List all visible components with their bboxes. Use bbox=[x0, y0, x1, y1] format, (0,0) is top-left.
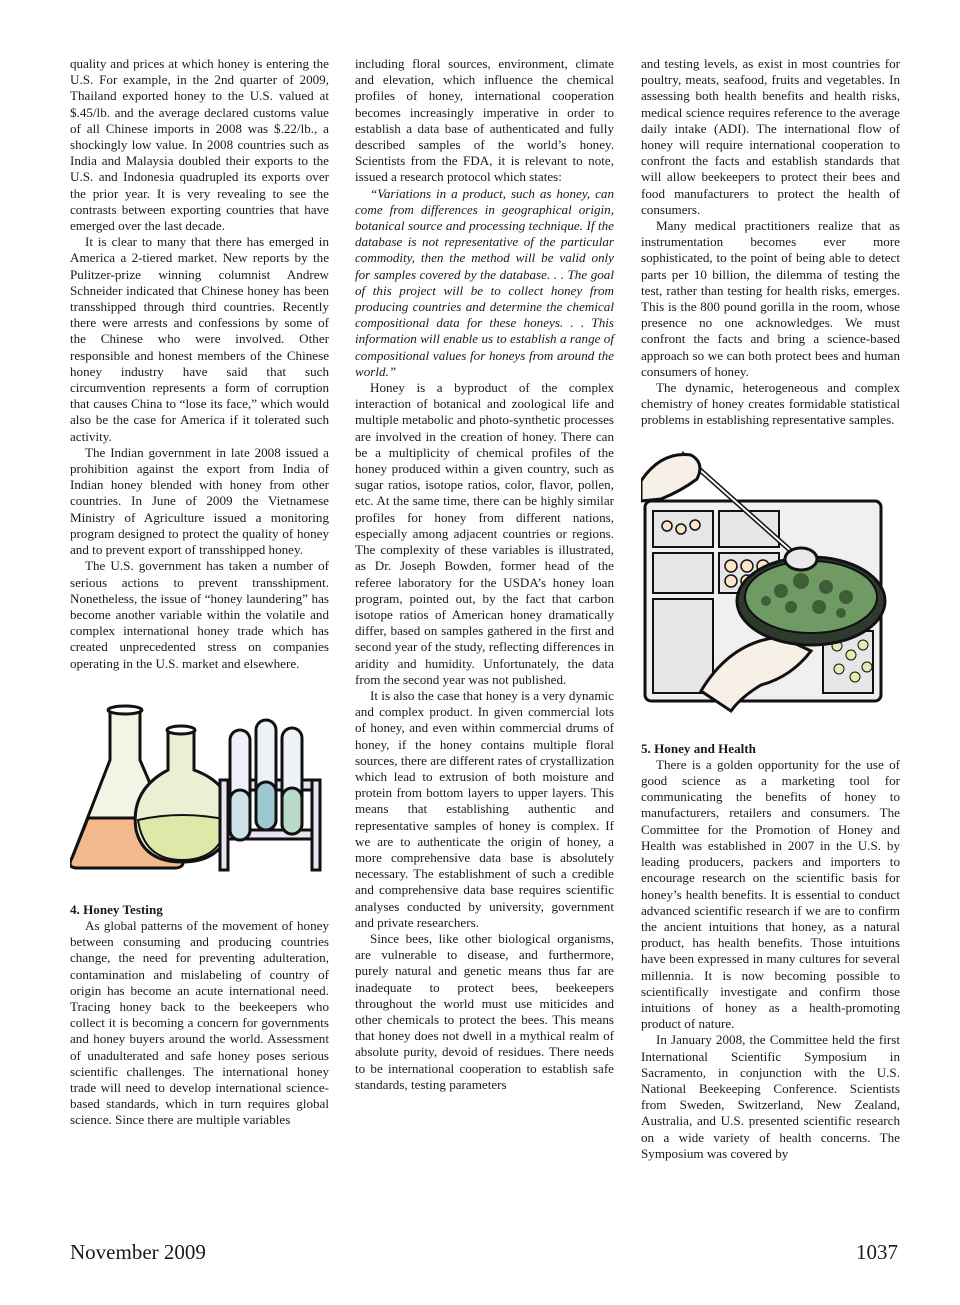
paragraph: It is also the case that honey is a very dynamic and complex product. In given commercial lots of honey, and even within commercial drums of honey, if the honey contains multiple floral sources, there are different rates of crystallization which lead to extrusion of both moisture and protein from bottom layers to upper layers. This means that establishing authentic and representative samples of honey is complex. If we are to authenticate the origin of honey, a more comprehensive data base is absolutely necessary. The establishment of such a credible and comprehensive data base requires scientific analyses conducted by university, government and private researchers. bbox=[355, 687, 614, 930]
paragraph: The dynamic, heterogeneous and complex chemistry of honey creates formidable statistical problems in establishing representative samples. bbox=[641, 380, 900, 428]
page-number: 1037 bbox=[856, 1240, 898, 1264]
paragraph: In January 2008, the Committee held the first International Scientific Symposium in Sacramento, in conjunction with the U.S. National Beekeeping Conference. Scientists from Sweden, Switzerland, New Zealand, Australia, and U.S. presented scientific research on a wide variety of health concerns. The Symposium was covered by bbox=[641, 1032, 900, 1161]
paragraph: quality and prices at which honey is entering the U.S. For example, in the 2nd quarter of 2009, Thailand exported honey to the U.S. valued at $.45/lb. and the average declared customs value of all Chinese imports in 2008 was $.22/lb., a shockingly low value. In 2008 countries such as India and Malaysia doubled their exports to the U.S. and Indonesia quadrupled its exports over the prior year. It is very revealing to see the contrasts between exporting countries that have emerged over the last decade. bbox=[70, 56, 329, 234]
column-1 bbox=[70, 56, 329, 1129]
paragraph: and testing levels, as exist in most countries for poultry, meats, seafood, fruits and vegetables. In assessing both health benefits and health risks, medical science requires reference to the average daily intake (ADI). The international flow of honey will require international cooperation to confront the facts and establish standards that will allow beekeepers to protect their bees and food manufacturers to protect the health of consumers. bbox=[641, 56, 900, 217]
paragraph: As global patterns of the movement of honey between consuming and producing countries change, the need for preventing adulteration, contamination and mislabeling of country of origin has become an acute international need. Tracing honey back to the beekeepers who collect it is becoming a concern for governments and honey buyers around the world. Assessment of unadulterated and safe honey poses serious scientific challenges. The international honey trade will need to develop international science-based standards, which in turn requires global science. Since there are multiple variables bbox=[70, 917, 329, 1128]
lab-glassware-illustration bbox=[70, 690, 329, 890]
paragraph: There is a golden opportunity for the use of good science as a marketing tool for communicating the benefits of honey to manufacturers, retailers and consumers. The Committee for the Promotion of Honey and Health was established in 2007 in the U.S. by leading producers, packers and importers to encourage research on the scientific basis for honey’s health benefits. It is essential to conduct advanced scientific research if we are to confirm the ancient intuitions that honey, as a natural product, has health benefits. Those intuitions have been expressed in many cultures for several millennia. It is now becoming possible to scientifically investigate and confirm those intuitions of honey as a health-promoting product of nature. bbox=[641, 756, 900, 1032]
column-2 bbox=[355, 56, 614, 1093]
paragraph: The U.S. government has taken a number of serious actions to prevent transshipment. Nonetheless, the issue of “honey laundering” has become another variable within the volatile and complex international honey trade which has created unprecedented stress on companies operating in the U.S. market and elsewhere. bbox=[70, 558, 329, 671]
paragraph: Since bees, like other biological organisms, are vulnerable to disease, and furthermore, purely natural and genetic means thus far are inadequate to protect bees, beekeepers throughout the world must use miticides and other chemicals to protect the bees. This means that honey does not dwell in a mythical realm of absolute purity, devoid of residues. There needs to be international cooperation to establish safe standards, testing parameters bbox=[355, 930, 614, 1092]
paragraph: Many medical practitioners realize that as instrumentation becomes ever more sophisticated, to the point of being able to detect parts per 10 billion, the dilemma of testing the test, rather than testing for health risks, emerges. This is the 800 pound gorilla in the room, whose presence no one acknowledges. We must confront the facts and bring a science-based approach so we can both protect bees and human consumers of honey. bbox=[641, 218, 900, 379]
section-heading-honey-testing: 4. Honey Testing bbox=[70, 901, 163, 917]
column-3 bbox=[641, 56, 900, 1162]
section-heading-honey-and-health: 5. Honey and Health bbox=[641, 740, 756, 756]
paragraph: The Indian government in late 2008 issued a prohibition against the export from India of Indian honey blended with honey from other countries. In June of 2009 the Vietnamese Ministry of Agriculture issued a monitoring program designed to protect the quality of honey and to prevent export of transshipped honey. bbox=[70, 444, 329, 558]
food-tray-pouring-illustration bbox=[641, 441, 900, 731]
paragraph: including floral sources, environment, climate and elevation, which influence the chemical profiles of honey, international cooperation becomes increasingly imperative in order to establish a data base of authenticated and fully described samples of the world’s honey. Scientists from the FDA, it is relevant to note, issued a research protocol which states: bbox=[355, 56, 614, 185]
paragraph: It is clear to many that there has emerged in America a 2-tiered market. New reports by the Pulitzer-prize winning columnist Andrew Schneider indicated that Chinese honey has been transshipped through third countries. Recently there were arrests and confessions by some of the Chinese who were involved. Other responsible and honest members of the Chinese honey industry have said that such circumvention represents a form of corruption that causes China to “lose its face,” which would also be the case for America if it tolerated such activity. bbox=[70, 234, 329, 444]
quote-block: “Variations in a product, such as honey, can come from differences in geographical origin, botanical source and processing technique. If the database is not representative of the particular commodity, then the method will be valid only for samples covered by the database. . . The goal of this project will be to collect honey from producing countries and determine the chemical compositional data for these honeys. . . This information will enable us to establish a range of compositional values for honeys from around the world.” bbox=[355, 185, 614, 379]
footer-date: November 2009 bbox=[70, 1240, 206, 1264]
paragraph: Honey is a byproduct of the complex interaction of botanical and zoological life and multiple metabolic and photo-synthetic processes are involved in the creation of honey. There can be a multiplicity of chemical profiles of the honey produced within a given country, such as sugar ratios, isotope ratios, color, flavor, pollen, etc. At the same time, there can be highly similar profiles for honey from different nations, especially among adjacent countries or regions. The complexity of these variables is illustrated, as Dr. Joseph Bowden, former head of the referee laboratory for the USDA’s honey loan program, pointed out, by the fact that carbon isotope ratios of American honey dramatically differ, based on samples gathered in the first and second year of the study, reflecting differences in aridity and humidity. Unfortunately, the data from the second year was not published. bbox=[355, 380, 614, 687]
